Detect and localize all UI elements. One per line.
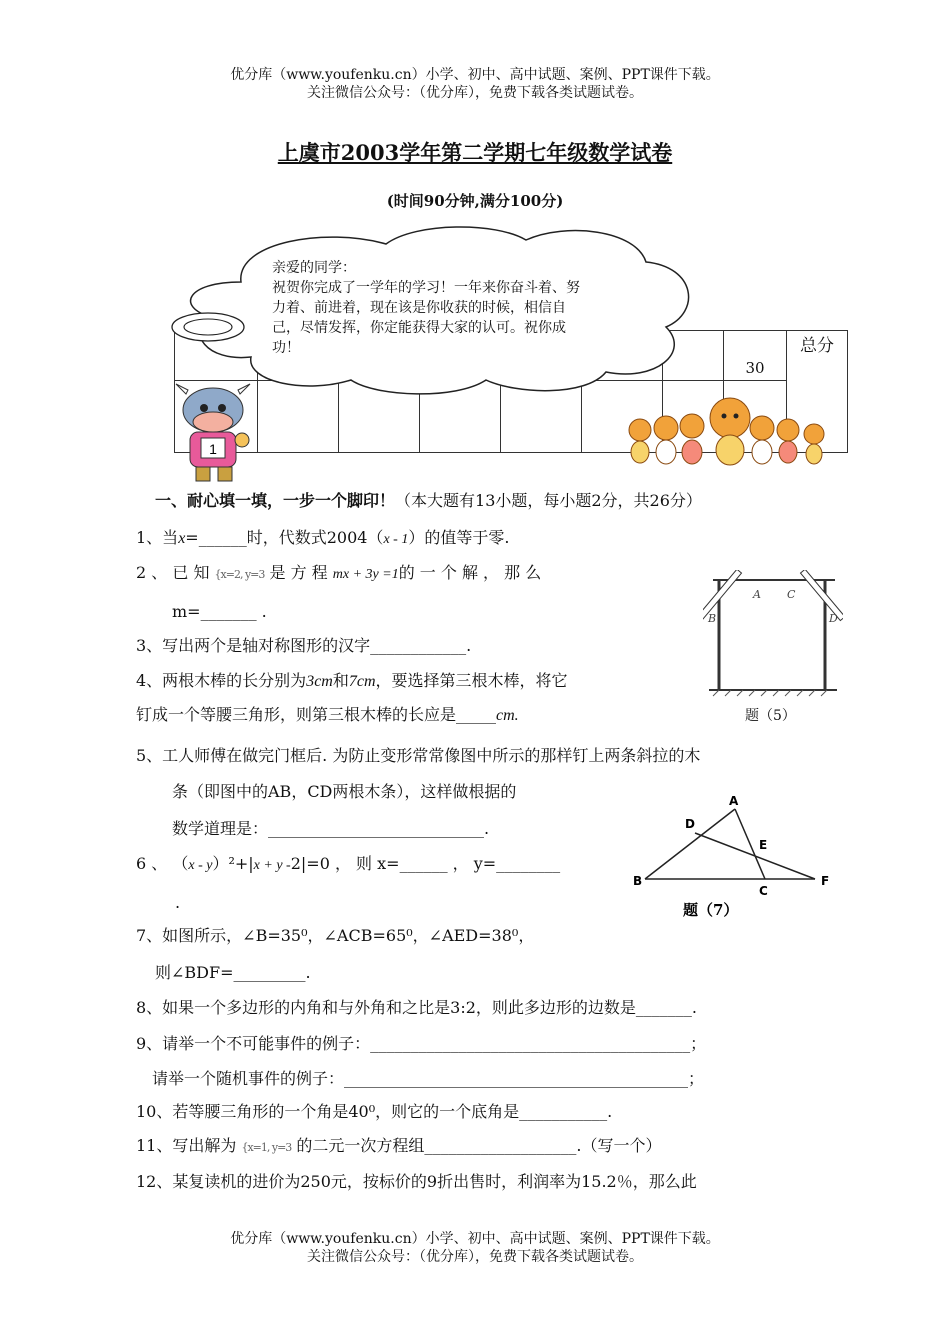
svg-text:B: B (633, 874, 643, 888)
q11-solution-system: {x=1, y=3 (241, 1141, 292, 1154)
figure-5-caption: 题（5） (745, 708, 796, 724)
question-5-line-2: 条（即图中的AB，CD两根木条），这样做根据的 (172, 782, 517, 801)
question-6: 6 、 （x - y）²+|x + y -2|=0 ， 则 x=______ ， y=________ (136, 854, 561, 873)
question-2-answer: m=_______ . (172, 602, 267, 621)
section-1-heading (155, 490, 702, 512)
greeting-line-4: 己，尽情发挥，你定能获得大家的认可。祝你成 (272, 320, 566, 336)
figure-5-door-frame (703, 570, 843, 700)
section-1-title: 一、耐心填一填，一步一个脚印！ (155, 491, 396, 510)
question-6-end: . (175, 893, 181, 912)
question-4-line-2: 钉成一个等腰三角形，则第三根木棒的长应是_____cm. (136, 705, 519, 724)
greeting-line-5: 功！ (272, 340, 300, 356)
cow-mascot-icon (168, 380, 258, 485)
question-7: 7、如图所示，∠B=35⁰，∠ACB=65⁰，∠AED=38⁰， (136, 926, 535, 945)
footer-line-1: 优分库（www.youfenku.cn）小学、初中、高中试题、案例、PPT课件下载。 (230, 1231, 720, 1247)
svg-text:B: B (708, 612, 717, 625)
figure-7-caption: 题（7） (683, 901, 739, 919)
question-12: 12、某复读机的进价为250元，按标价的9折出售时，利润率为15.2％，那么此 (136, 1172, 697, 1191)
svg-text:D: D (685, 817, 695, 831)
header-line-2: 关注微信公众号：（优分库），免费下载各类试题试卷。 (307, 85, 643, 101)
greeting-line-3: 力着、前进着，现在该是你收获的时候，相信自 (272, 300, 566, 316)
figure-7-triangle (625, 793, 840, 923)
svg-text:A: A (753, 588, 761, 601)
section-1-note: （本大题有13小题，每小题2分，共26分） (395, 491, 702, 510)
exam-title: 上虞市2003学年第二学期七年级数学试卷 (277, 140, 673, 165)
question-10: 10、若等腰三角形的一个角是40⁰，则它的一个底角是___________. (136, 1102, 613, 1121)
svg-text:C: C (787, 588, 796, 601)
svg-text:A: A (729, 794, 739, 808)
footer-line-2: 关注微信公众号：（优分库），免费下载各类试题试卷。 (307, 1249, 643, 1265)
question-2: 2 、 已 知 {x=2, y=3 是 方 程 mx + 3y =1的 一 个 解 ， 那 么 (136, 563, 542, 582)
cow-badge-number: 1 (209, 441, 217, 457)
svg-text:F: F (821, 874, 830, 888)
header-line-1: 优分库（www.youfenku.cn）小学、初中、高中试题、案例、PPT课件下载。 (230, 67, 720, 83)
greeting-line-2: 祝贺你完成了一学年的学习！一年来你奋斗着、努 (272, 280, 580, 296)
question-9-line-2: 请举一个随机事件的例子：___________________________________________； (152, 1069, 705, 1088)
question-7-line-2: 则∠BDF=_________. (155, 963, 311, 982)
svg-text:E: E (759, 838, 768, 852)
score-cell-30: 30 (724, 331, 787, 381)
question-4: 4、两根木棒的长分别为3cm和7cm，要选择第三根木棒，将它 (136, 671, 568, 690)
total-score-label: 总分 (787, 331, 848, 453)
q2-equation-system: {x=2, y=3 (214, 568, 265, 581)
question-11: 11、写出解为 {x=1, y=3 的二元一次方程组___________________.（写一个） (136, 1136, 662, 1155)
svg-text:D: D (829, 612, 838, 625)
svg-text:C: C (759, 884, 768, 898)
exam-subtitle: (时间90分钟,满分100分) (386, 192, 564, 210)
mouse-group-icon (622, 392, 832, 466)
question-1: 1、当x=______时，代数式2004（x - 1）的值等于零. (136, 528, 510, 547)
question-5: 5、工人师傅在做完门框后. 为防止变形常常像图中所示的那样钉上两条斜拉的木 (136, 746, 701, 765)
question-3: 3、写出两个是轴对称图形的汉字____________. (136, 636, 472, 655)
question-9: 9、请举一个不可能事件的例子：________________________________________； (136, 1034, 707, 1053)
question-5-line-3: 数学道理是：___________________________. (172, 819, 490, 838)
question-8: 8、如果一个多边形的内角和与外角和之比是3:2，则此多边形的边数是_______. (136, 998, 698, 1017)
greeting-line-1: 亲爱的同学： (272, 260, 356, 276)
